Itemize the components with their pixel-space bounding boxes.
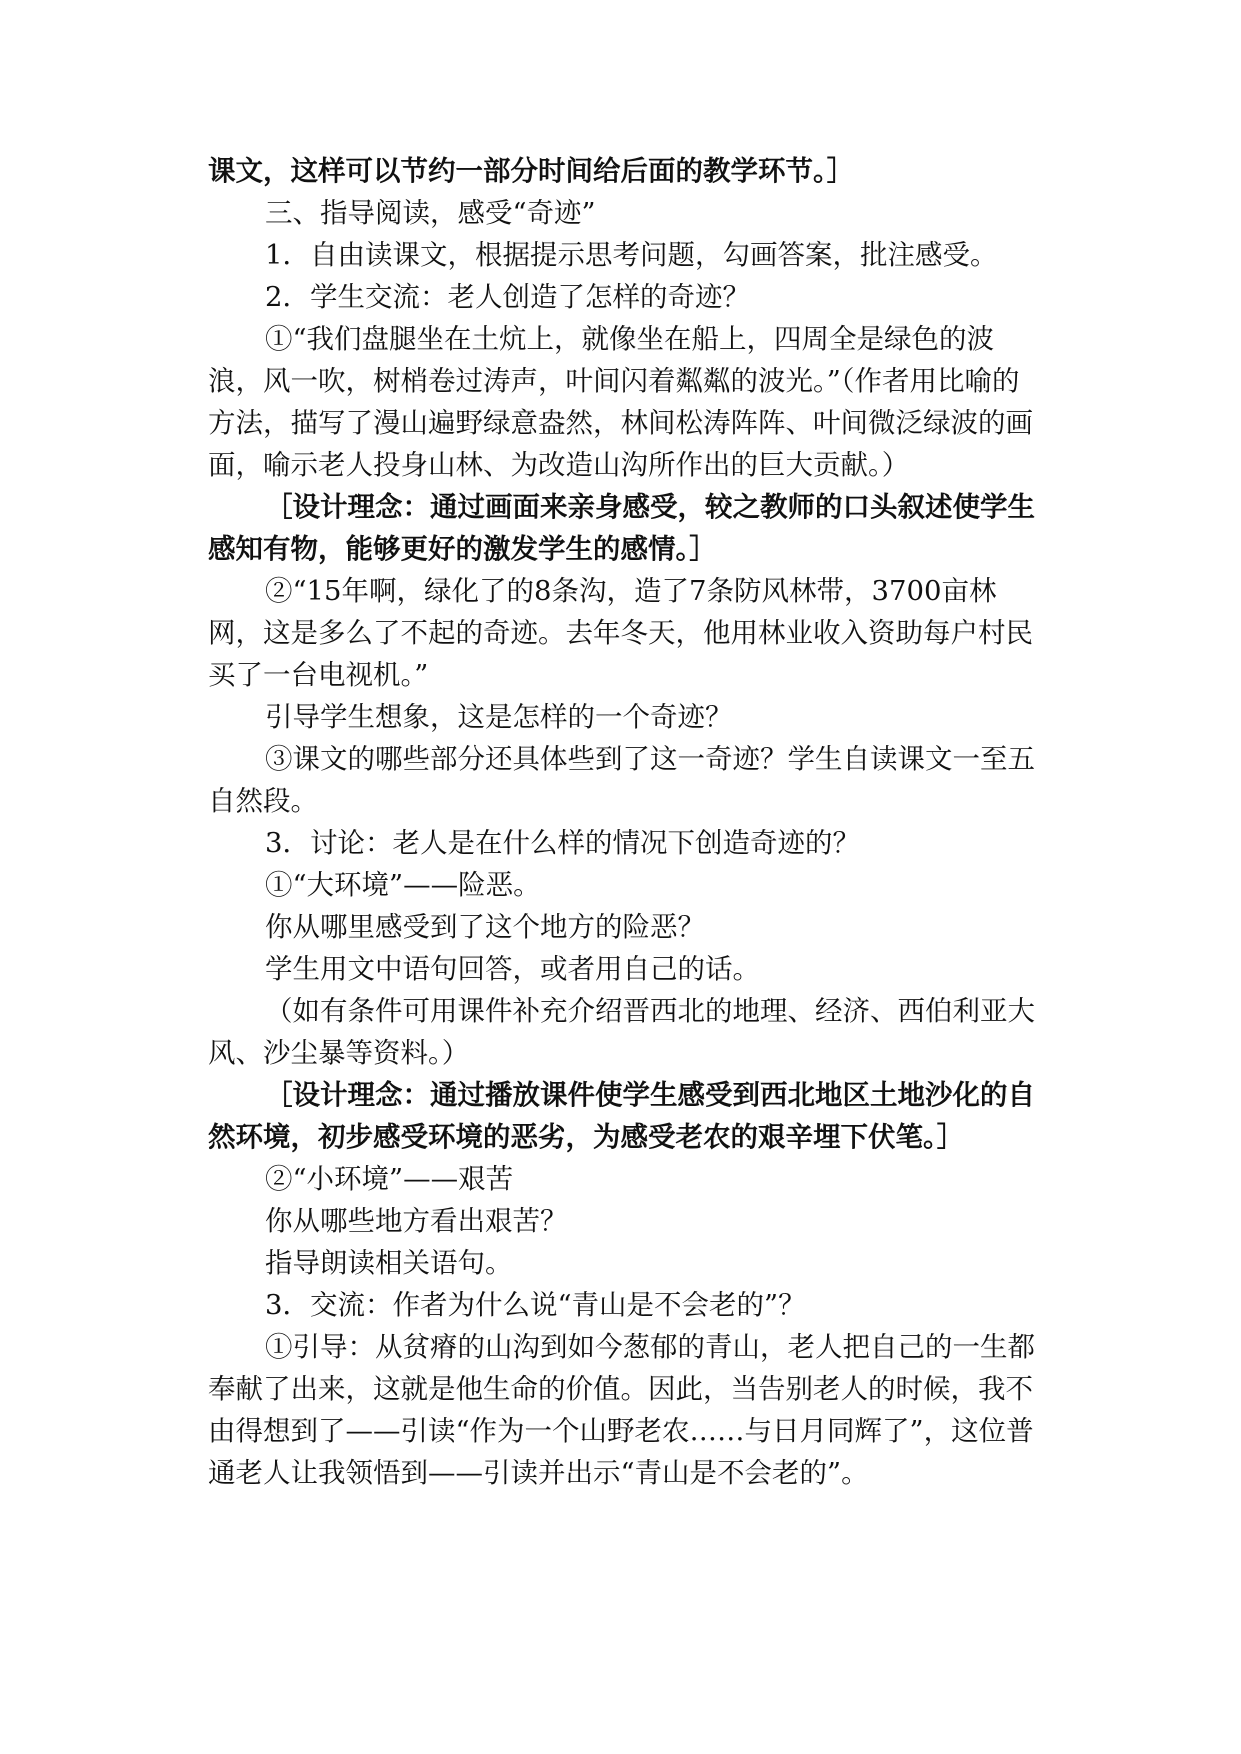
paragraph-question-hardship: 你从哪些地方看出艰苦？ xyxy=(265,1205,568,1237)
paragraph-guide-conclusion: ①引导：从贫瘠的山沟到如今葱郁的青山，老人把自己的一生都奉献了出来，这就是他生命的价值。因此，当告别老人的时候，我不由得想到了——引读“作为一个山野老农……与日月同辉了”，这位普通老人让我领悟到——引读并出示“青山是不会老的”。 xyxy=(208,1331,1035,1489)
paragraph-imagine: 引导学生想象，这是怎样的一个奇迹？ xyxy=(265,701,733,733)
paragraph-step-3-exchange: 3．交流：作者为什么说“青山是不会老的”？ xyxy=(265,1289,806,1321)
paragraph-step-1: 1．自由读课文，根据提示思考问题，勾画答案，批注感受。 xyxy=(265,239,998,271)
paragraph-step-3-discuss: 3．讨论：老人是在什么样的情况下创造奇迹的？ xyxy=(265,827,860,859)
paragraph-big-environment: ①“大环境”——险恶。 xyxy=(265,869,541,901)
design-note-1: ［设计理念：通过画面来亲身感受，较之教师的口头叙述使学生感知有物，能够更好的激发学生的感情。］ xyxy=(208,491,1035,565)
design-note-2: ［设计理念：通过播放课件使学生感受到西北地区土地沙化的自然环境，初步感受环境的恶劣，为感受老农的艰辛埋下伏笔。］ xyxy=(208,1079,1035,1153)
paragraph-guided-reading-aloud: 指导朗读相关语句。 xyxy=(265,1247,513,1279)
paragraph-courseware-note: （如有条件可用课件补充介绍晋西北的地理、经济、西伯利亚大风、沙尘暴等资料。） xyxy=(208,995,1035,1069)
paragraph-quote-2: ②“15年啊，绿化了的8条沟，造了7条防风林带，3700亩林网，这是多么了不起的奇迹。去年冬天，他用林业收入资助每户村民买了一台电视机。” xyxy=(208,575,1033,691)
section-heading-guided-reading: 三、指导阅读，感受“奇迹” xyxy=(265,197,596,229)
paragraph-quote-3: ③课文的哪些部分还具体些到了这一奇迹？学生自读课文一至五自然段。 xyxy=(208,743,1035,817)
paragraph-quote-1: ①“我们盘腿坐在土炕上，就像坐在船上，四周全是绿色的波浪，风一吹，树梢卷过涛声，叶间闪着粼粼的波光。”（作者用比喻的方法，描写了漫山遍野绿意盎然，林间松涛阵阵、叶间微泛绿波的画面，喻示老人投身山林、为改造山沟所作出的巨大贡献。） xyxy=(208,323,1033,481)
paragraph-question-danger: 你从哪里感受到了这个地方的险恶？ xyxy=(265,911,705,943)
paragraph-small-environment: ②“小环境”——艰苦 xyxy=(265,1163,514,1195)
paragraph-step-2: 2．学生交流：老人创造了怎样的奇迹？ xyxy=(265,281,750,313)
paragraph-answer-method: 学生用文中语句回答，或者用自己的话。 xyxy=(265,953,760,985)
document-page xyxy=(208,150,1038,1494)
paragraph-continued-design-note: 课文，这样可以节约一部分时间给后面的教学环节。］ xyxy=(208,155,855,187)
